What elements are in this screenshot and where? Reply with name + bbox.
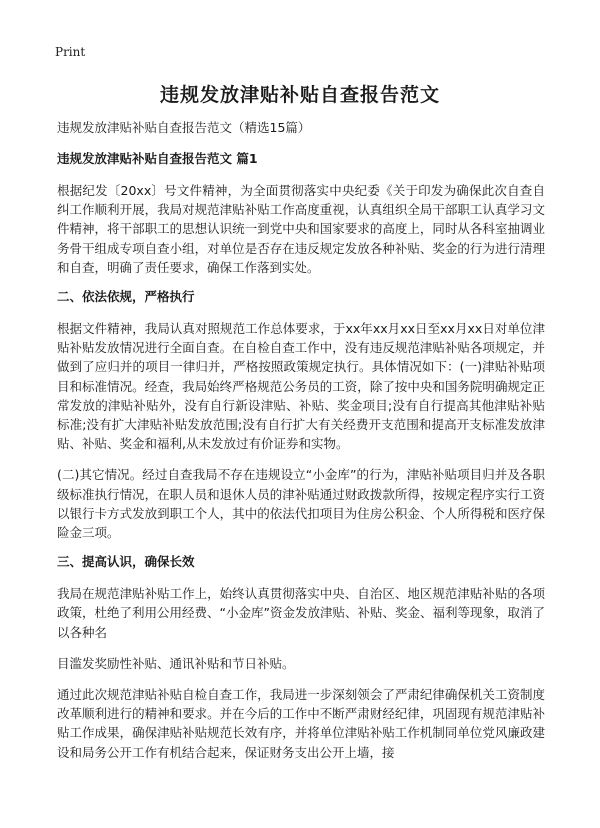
paragraph: 目滥发奖励性补贴、通讯补贴和节日补贴。 [57, 655, 295, 671]
paragraph: (二)其它情况。经过自查我局不存在违规设立“小金库”的行为，津贴补贴项目归并及各职级标准执行情况，在职人员和退休人员的津补贴通过财政拨款所得，按规定程序实行工资以银行卡方式发放到职工个人，其中的依法代扣项目为住房公积金、个人所得税和医疗保险金三项。 [57, 467, 545, 541]
paragraph: 我局在规范津贴补贴工作上，始终认真贯彻落实中央、自治区、地区规范津贴补贴的各项政策，杜绝了利用公用经费、“小金库”资金发放津贴、补贴、奖金、福利等现象，取消了以各种名 [57, 586, 545, 640]
section-heading: 三、提高认识，确保长效 [57, 554, 195, 570]
article-heading: 违规发放津贴补贴自查报告范文 篇1 [57, 151, 258, 166]
paragraph: 根据纪发〔20xx〕号文件精神，为全面贯彻落实中央纪委《关于印发为确保此次自查自纠工作顺利开展，我局对规范津贴补贴工作高度重视，认真组织全局干部职工认真学习文件精神，将干部职工的思想认识统一到党中央和国家要求的高度上，同时从各科室抽调业务骨干组成专项自查小组，对单位是否存在违反规定发放各种补贴、奖金的行为进行清理和自查，明确了责任要求，确保工作落到实处。 [57, 183, 545, 275]
paragraph: 根据文件精神，我局认真对照规范工作总体要求，于xx年xx月xx日至xx月xx日对单位津贴补贴发放情况进行全面自查。在自检自查工作中，没有违反规范津贴补贴各项规定，并做到了应归并的项目一律归并，严格按照政策规定执行。具体情况如下：(一)津贴补贴项目和标准情况。经查，我局始终严格规范公务员的工资，除了按中央和国务院明确规定正常发放的津贴补贴外，没有自行新设津贴、补贴、奖金项目;没有自行提高其他津贴补贴标准;没有扩大津贴补贴发放范围;没有自行扩大有关经费开支范围和提高开支标准发放津贴、补贴、奖金和福利,从未发放过有价证券和实物。 [57, 321, 545, 452]
section-heading: 二、依法依规，严格执行 [57, 289, 195, 305]
print-link[interactable]: Print [55, 45, 86, 59]
paragraph: 通过此次规范津贴补贴自检自查工作，我局进一步深刻领会了严肃纪律确保机关工资制度改革顺利进行的精神和要求。并在今后的工作中不断严肃财经纪律，巩固现有规范津贴补贴工作成果，确保津贴补贴规范长效有序，并将单位津贴补贴工作机制同单位党风廉政建设和局务公开工作有机结合起来，保证财务支出公开上墙，接 [57, 687, 545, 760]
document-subtitle: 违规发放津贴补贴自查报告范文（精选15篇） [57, 120, 311, 135]
document-title: 违规发放津贴补贴自查报告范文 [159, 84, 440, 106]
document-body [57, 120, 545, 774]
